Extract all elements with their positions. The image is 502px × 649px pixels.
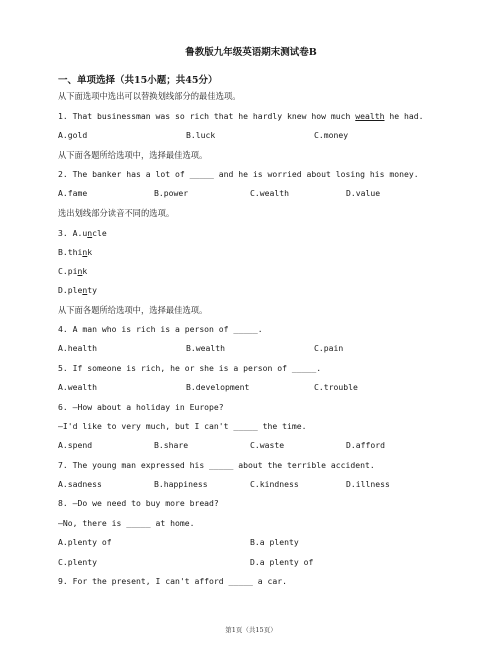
q1-text: 1. That businessman was so rich that he hardly knew how much: [58, 111, 356, 121]
q8-option-c[interactable]: C.plenty: [58, 557, 97, 567]
instruction-4: 从下面各题所给选项中，选择最佳选项。: [58, 305, 208, 315]
question-7: 7. The young man expressed his _____ about the terrible accident.: [58, 460, 375, 470]
question-4: 4. A man who is rich is a person of _____.: [58, 324, 263, 334]
q6-option-b[interactable]: B.share: [154, 440, 189, 450]
q1-text-end: he had.: [384, 111, 424, 121]
q5-option-c[interactable]: C.trouble: [314, 382, 358, 392]
q3-b-pre: B.thi: [58, 247, 83, 257]
instruction-1: 从下面选项中选出可以替换划线部分的最佳选项。: [58, 91, 241, 101]
q3-number: 3.: [58, 228, 73, 238]
q7-option-a[interactable]: A.sadness: [58, 479, 102, 489]
q3-d-underlined: n: [82, 285, 88, 295]
section-heading: 一、单项选择（共15小题；共45分）: [58, 75, 218, 86]
q2-option-c[interactable]: C.wealth: [250, 188, 289, 198]
instruction-2: 从下面各题所给选项中，选择最佳选项。: [58, 150, 208, 160]
q3-d-pre: D.ple: [58, 285, 83, 295]
question-3-option-d[interactable]: [58, 285, 97, 296]
q3-a-underlined: n: [87, 228, 93, 238]
question-6-line-2: —I'd like to very much, but I can't _____ the time.: [58, 421, 307, 431]
q3-c-underlined: n: [77, 266, 83, 276]
q3-b-post: k: [87, 247, 93, 257]
q8-option-d[interactable]: D.a plenty of: [250, 557, 314, 567]
q1-option-b[interactable]: B.luck: [186, 130, 216, 140]
q7-option-b[interactable]: B.happiness: [154, 479, 208, 489]
q3-a-post: cle: [92, 228, 107, 238]
instruction-3: 选出划线部分读音不同的选项。: [58, 208, 175, 218]
question-9: 9. For the present, I can't afford _____ a car.: [58, 576, 288, 586]
question-3-option-a[interactable]: [58, 228, 107, 239]
q2-option-b[interactable]: B.power: [154, 188, 189, 198]
question-6: 6. —How about a holiday in Europe?: [58, 402, 224, 412]
question-2: 2. The banker has a lot of _____ and he is worried about losing his money.: [58, 169, 419, 179]
q4-option-c[interactable]: C.pain: [314, 343, 344, 353]
page-footer: 第1页（共15页）: [225, 626, 277, 634]
q1-underlined-word: wealth: [355, 111, 385, 121]
q3-b-underlined: n: [82, 247, 88, 257]
q1-option-a[interactable]: A.gold: [58, 130, 88, 140]
q1-option-c[interactable]: C.money: [314, 130, 349, 140]
question-8-line-2: —No, there is _____ at home.: [58, 518, 195, 528]
question-5: 5. If someone is rich, he or she is a person of _____.: [58, 363, 322, 373]
q6-option-c[interactable]: C.waste: [250, 440, 285, 450]
q3-d-post: ty: [87, 285, 97, 295]
q8-option-a[interactable]: A.plenty of: [58, 537, 112, 547]
q8-option-b[interactable]: B.a plenty: [250, 537, 299, 547]
question-3-option-b[interactable]: [58, 247, 92, 258]
q2-option-d[interactable]: D.value: [346, 188, 381, 198]
q7-option-d[interactable]: D.illness: [346, 479, 390, 489]
q6-option-d[interactable]: D.afford: [346, 440, 385, 450]
q4-option-b[interactable]: B.wealth: [186, 343, 225, 353]
question-3-option-c[interactable]: [58, 266, 87, 277]
q6-option-a[interactable]: A.spend: [58, 440, 93, 450]
q3-c-pre: C.pi: [58, 266, 78, 276]
q4-option-a[interactable]: A.health: [58, 343, 97, 353]
question-1: [58, 111, 423, 122]
question-8: 8. —Do we need to buy more bread?: [58, 498, 219, 508]
q5-option-a[interactable]: A.wealth: [58, 382, 97, 392]
document-title: 鲁教版九年级英语期末测试卷B: [185, 47, 317, 58]
q2-option-a[interactable]: A.fame: [58, 188, 88, 198]
q7-option-c[interactable]: C.kindness: [250, 479, 299, 489]
q5-option-b[interactable]: B.development: [186, 382, 250, 392]
q3-a-pre: A.u: [72, 228, 88, 238]
q3-c-post: k: [82, 266, 88, 276]
